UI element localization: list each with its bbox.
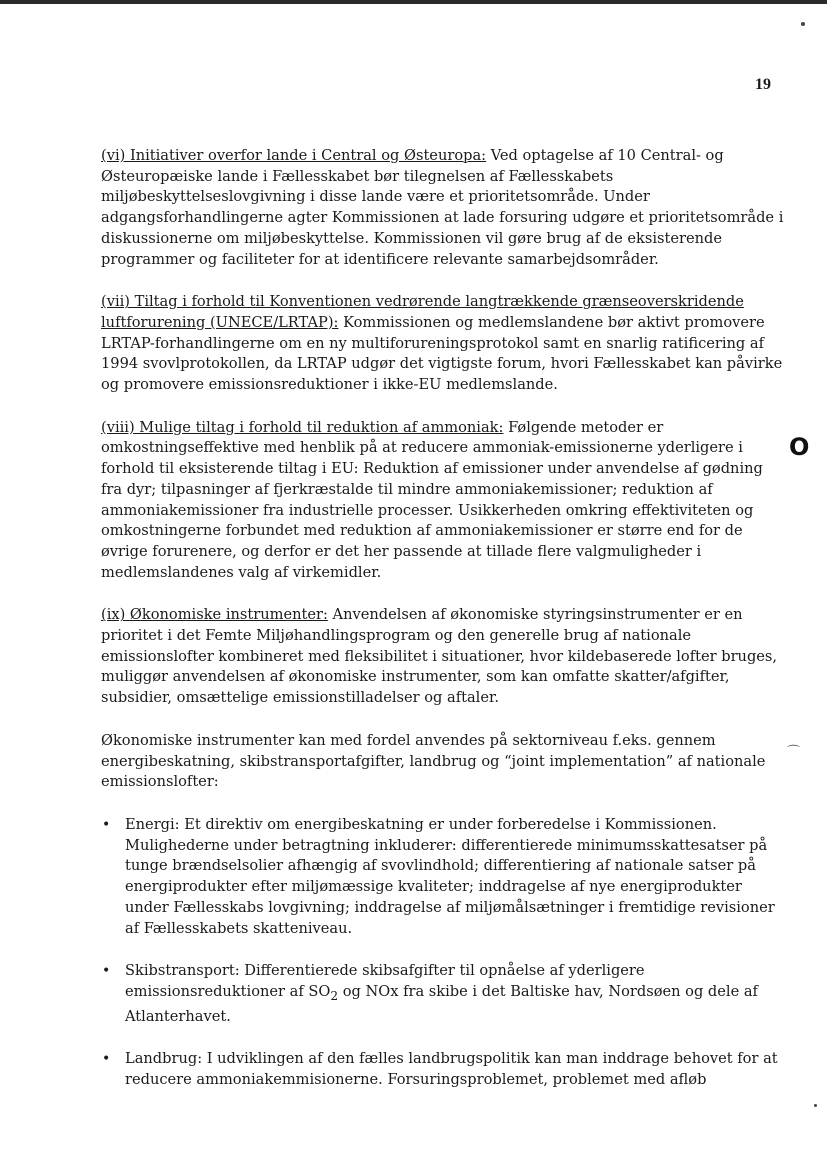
- page-number: 19: [755, 76, 771, 93]
- paragraph-text: Anvendelsen af økonomiske styringsinstrumenter er en prioritet i det Femte Miljøhandlingsprogram og den generelle brug af nationale emissionslofter kombineret med fleksibilitet i situationer, hvor kildebaserede lofter bruges, muliggør anvendelsen af økonomiske instrumenter, som kan omfatte skatter/afgifter, subsidier, omsættelige emissionstilladelser og aftaler.: [101, 606, 778, 707]
- bullet-shipping: [101, 961, 784, 1027]
- paragraph-economic-instruments: [101, 731, 784, 793]
- bullet-text: Landbrug: I udviklingen af den fælles landbrugspolitik kan man inddrage behovet for at reducere ammoniakemmisionerne. Forsuringsproblemet, problemet med afløb: [125, 1050, 778, 1088]
- paragraph-heading: (vii) Tiltag i forhold til Konventionen vedrørende langtrækkende grænseoverskridende luftforurening (UNECE/LRTAP):: [101, 293, 744, 331]
- bullet-agriculture: [101, 1049, 784, 1090]
- paragraph-ix: [101, 605, 784, 709]
- paragraph-heading: (vi) Initiativer overfor lande i Central og Østeuropa:: [101, 147, 487, 164]
- bullet-icon: •: [102, 816, 111, 833]
- bullet-text: Energi: Et direktiv om energibeskatning er under forberedelse i Kommissionen. Mulighederne under betragtning inkluderer: differentierede minimumsskattesatser på tunge brændselsolier afhængig af svovlindhold; differentiering af nationale satser på energiprodukter efter miljømæssige kvaliteter; inddragelse af nye energiprodukter under Fællesskabs lovgivning; inddragelse af miljømålsætninger i fremtidige revisioner af Fællesskabets skatteniveau.: [125, 815, 775, 937]
- scan-speck: [814, 1104, 817, 1107]
- paragraph-text: Ved optagelse af 10 Central- og Østeuropæiske lande i Fællesskabet bør tilegnelsen af Fællesskabets miljøbeskyttelseslovgivning i disse lande være et prioritetsområde. Under adgangsforhandlingerne agter Kommissionen at lade forsuring udgøre et prioritetsområde i diskussionerne om miljøbeskyttelse. Kommissionen vil gøre brug af de eksisterende programmer og faciliteter for at identificere relevante samarbejdsområder.: [101, 147, 784, 268]
- subscript-two: 2: [330, 988, 339, 1003]
- bullet-icon: •: [102, 1051, 111, 1068]
- scan-speck: [801, 22, 805, 26]
- paragraph-vii: [101, 292, 784, 396]
- paragraph-heading: (ix) Økonomiske instrumenter:: [101, 606, 328, 624]
- bullet-energy: [101, 815, 784, 939]
- paragraph-text: Følgende metoder er omkostningseffektive med henblik på at reducere ammoniak-emissionerne yderligere i forhold til eksisterende tiltag i EU: Reduktion af emissioner under anvendelse af gødning fra dyr; tilpasninger af fjerkræstalde til mindre ammoniakemissioner; reduktion af ammoniakemissioner fra industrielle processer. Usikkerheden omkring effektiviteten og omkostningerne forbundet med reduktion af ammoniakemissioner er større end for de øvrige forurenere, og derfor er det her passende at tillade flere valgmuligheder i medlemslandenes valg af virkemidler.: [101, 418, 763, 581]
- paragraph-vi: [101, 146, 784, 270]
- paragraph-text: Økonomiske instrumenter kan med fordel anvendes på sektorniveau f.eks. gennem energibeskatning, skibstransportafgifter, landbrug og “joint implementation” af nationale emissionslofter:: [101, 731, 766, 791]
- bullet-text: Skibstransport: Differentierede skibsafgifter til opnåelse af yderligere emissionsreduktioner af SO: [125, 962, 645, 1000]
- document-body: [101, 146, 784, 1113]
- paragraph-viii: [101, 418, 784, 584]
- margin-circle-mark: O: [789, 433, 810, 461]
- top-rule: [0, 0, 827, 4]
- margin-tick-mark: ⌒: [787, 745, 801, 760]
- paragraph-text: Kommissionen og medlemslandene bør aktivt promovere LRTAP-forhandlingerne om en ny multiforureningsprotokol samt en snarlig ratificering af 1994 svovlprotokollen, da LRTAP udgør det vigtigste forum, hvori Fællesskabet kan påvirke og promovere emissionsreduktioner i ikke-EU medlemslande.: [101, 313, 783, 394]
- paragraph-heading: (viii) Mulige tiltag i forhold til reduktion af ammoniak:: [101, 418, 504, 436]
- bullet-icon: •: [102, 963, 111, 980]
- bullet-list: [101, 815, 784, 1091]
- bullet-text-continued: og NOx fra skibe i det Baltiske hav, Nordsøen og dele af Atlanterhavet.: [125, 982, 758, 1025]
